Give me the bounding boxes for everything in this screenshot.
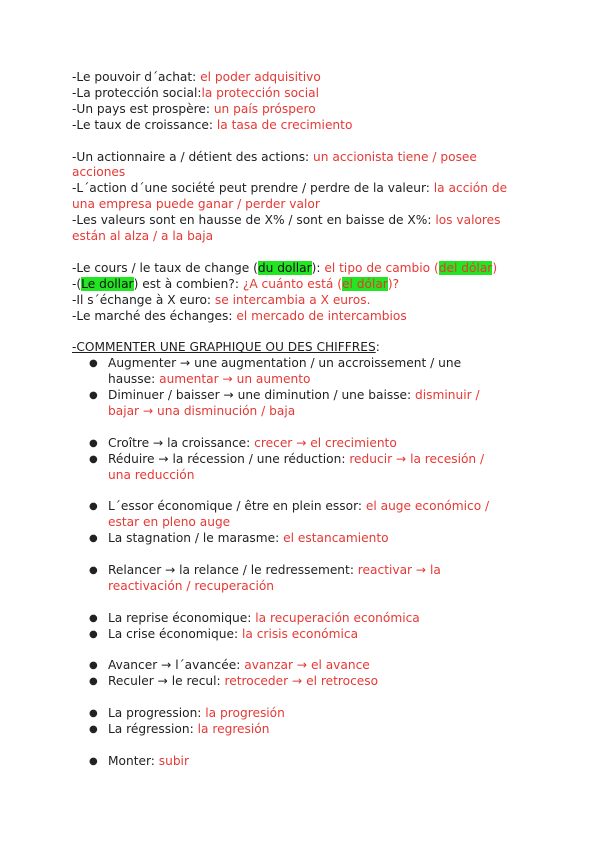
list-item (72, 611, 542, 627)
list-item (72, 452, 542, 484)
spanish-translation: estar en pleno auge (108, 515, 231, 530)
spanish-translation: reactivar → la (357, 563, 441, 577)
vocab-line (72, 213, 542, 229)
vocab-line (72, 118, 542, 134)
spanish-translation: se intercambia a X euros. (214, 292, 371, 307)
vocab-line (72, 102, 542, 118)
spanish-translation: bajar → una disminución / baja (108, 403, 296, 418)
bullet-icon: ● (89, 565, 98, 576)
list-item (72, 531, 542, 547)
list-item (72, 674, 542, 690)
spanish-translation: el mercado de intercambios (236, 308, 407, 323)
french-term: -Le taux de croissance: (72, 117, 217, 132)
french-term: Diminuer / baisser → une diminution / une baisse: (108, 388, 416, 403)
spanish-translation: )? (387, 276, 400, 291)
spanish-translation: la acción de (433, 181, 508, 196)
spanish-translation: disminuir / (415, 388, 480, 403)
vocab-line (72, 309, 542, 325)
spanish-translation: una reducción (108, 467, 195, 482)
list-item (72, 627, 542, 643)
french-term: La crise économique: (108, 626, 242, 641)
spanish-translation: acciones (72, 165, 126, 180)
spanish-translation: un país próspero (213, 101, 316, 116)
list-item (72, 706, 542, 722)
french-term: La régression: (108, 722, 198, 737)
vocab-line (72, 70, 542, 86)
list-spacer (72, 547, 542, 563)
french-term: -Le pouvoir d´achat: (72, 70, 201, 84)
french-term: -La protección social: (72, 85, 202, 100)
spanish-translation: la tasa de crecimiento (216, 117, 353, 132)
french-term: hausse: (108, 372, 160, 387)
spanish-translation: un accionista tiene / posee (313, 149, 477, 164)
bullet-icon: ● (89, 390, 98, 402)
spacer (72, 324, 542, 340)
spanish-translation: están al alza / a la baja (72, 229, 214, 244)
spanish-translation: ¿A cuánto está ( (242, 276, 342, 291)
spanish-translation: retroceder → el retroceso (224, 674, 379, 689)
vocab-line-continued (72, 229, 542, 245)
vocab-line-continued (72, 197, 542, 213)
list-item (72, 722, 542, 738)
bullet-icon: ● (89, 533, 98, 545)
list-spacer (72, 690, 542, 706)
highlighted-term: Le dollar (81, 276, 134, 291)
french-term: La progression: (108, 706, 206, 721)
document-page (72, 70, 542, 770)
spanish-translation: la progresión (205, 706, 285, 721)
bullet-icon: ● (89, 676, 98, 688)
list-item (72, 436, 542, 452)
spanish-translation: la regresión (197, 722, 270, 737)
bullet-icon: ● (89, 501, 98, 513)
section-heading-text: -COMMENTER UNE GRAPHIQUE OU DES CHIFFRES (72, 340, 376, 355)
list-item (72, 754, 542, 770)
french-term: L´essor économique / être en plein essor: (108, 499, 366, 514)
french-term: ): (311, 260, 325, 275)
french-term: La reprise économique: (108, 610, 256, 625)
spanish-translation: el poder adquisitivo (200, 70, 321, 84)
list-item (72, 658, 542, 674)
bullet-icon: ● (89, 708, 98, 720)
french-term: Croître → la croissance: (108, 435, 255, 450)
bullet-icon: ● (89, 628, 98, 640)
vocab-list (72, 356, 542, 769)
list-spacer (72, 643, 542, 659)
vocab-line-continued (72, 165, 542, 181)
spanish-translation: la protección social (201, 85, 319, 100)
list-spacer (72, 420, 542, 436)
list-item (72, 356, 542, 388)
vocab-line (72, 261, 542, 277)
french-term: La stagnation / le marasme: (108, 531, 284, 546)
vocab-line (72, 86, 542, 102)
spanish-translation: la crisis económica (242, 626, 359, 641)
french-term: Avancer → l´avancée: (108, 658, 245, 673)
spanish-translation: el auge económico / (365, 499, 490, 514)
bullet-icon: ● (89, 437, 98, 449)
spanish-translation: aumentar → un aumento (159, 372, 311, 387)
french-term: -Il s´échange à X euro: (72, 292, 215, 307)
bullet-icon: ● (89, 453, 98, 465)
french-term: Réduire → la récession / une réduction: (108, 451, 350, 466)
list-item (72, 563, 542, 595)
french-term: Monter: (108, 753, 159, 768)
vocab-line (72, 181, 542, 197)
list-spacer (72, 738, 542, 754)
spanish-translation: reactivación / recuperación (108, 578, 275, 593)
french-term: -( (72, 276, 82, 291)
spanish-translation: el estancamiento (283, 531, 389, 546)
spanish-translation: una empresa puede ganar / perder valor (72, 197, 320, 212)
list-spacer (72, 595, 542, 611)
spacer (72, 134, 542, 150)
french-term: Augmenter → une augmentation / un accroissement / une (108, 356, 462, 371)
spanish-translation: el tipo de cambio ( (324, 260, 439, 275)
french-term: -Les valeurs sont en hausse de X% / sont en baisse de X%: (72, 213, 436, 228)
french-term: -Un pays est prospère: (72, 101, 214, 116)
spanish-translation: subir (158, 753, 189, 768)
list-item (72, 388, 542, 420)
spanish-translation: la recuperación económica (255, 610, 420, 625)
list-item (72, 499, 542, 531)
heading-colon: : (375, 340, 380, 355)
french-term: -Le marché des échanges: (72, 308, 237, 323)
list-spacer (72, 484, 542, 500)
french-term: Reculer → le recul: (108, 674, 225, 689)
french-term: -Un actionnaire a / détient des actions: (72, 149, 314, 164)
french-term: Relancer → la relance / le redressement: (108, 563, 358, 577)
bullet-icon: ● (89, 724, 98, 736)
section-heading (72, 340, 542, 356)
highlighted-translation: el dólar (342, 276, 388, 291)
french-term: ) est à combien?: (133, 276, 243, 291)
spanish-translation: los valores (435, 213, 501, 228)
spanish-translation: crecer → el crecimiento (254, 435, 397, 450)
bullet-icon: ● (89, 755, 98, 767)
bullet-icon: ● (89, 612, 98, 624)
highlighted-translation: del dólar (438, 260, 493, 275)
french-term: -Le cours / le taux de change ( (72, 260, 258, 275)
highlighted-term: du dollar (257, 260, 312, 275)
spacer (72, 245, 542, 261)
bullet-icon: ● (89, 660, 98, 672)
vocab-line (72, 150, 542, 166)
spanish-translation: ) (492, 260, 498, 275)
spanish-translation: reducir → la recesión / (349, 451, 485, 466)
bullet-icon: ● (89, 358, 98, 370)
vocab-line (72, 277, 542, 293)
french-term: -L´action d´une société peut prendre / perdre de la valeur: (72, 181, 434, 196)
spanish-translation: avanzar → el avance (244, 658, 370, 673)
vocab-line (72, 293, 542, 309)
